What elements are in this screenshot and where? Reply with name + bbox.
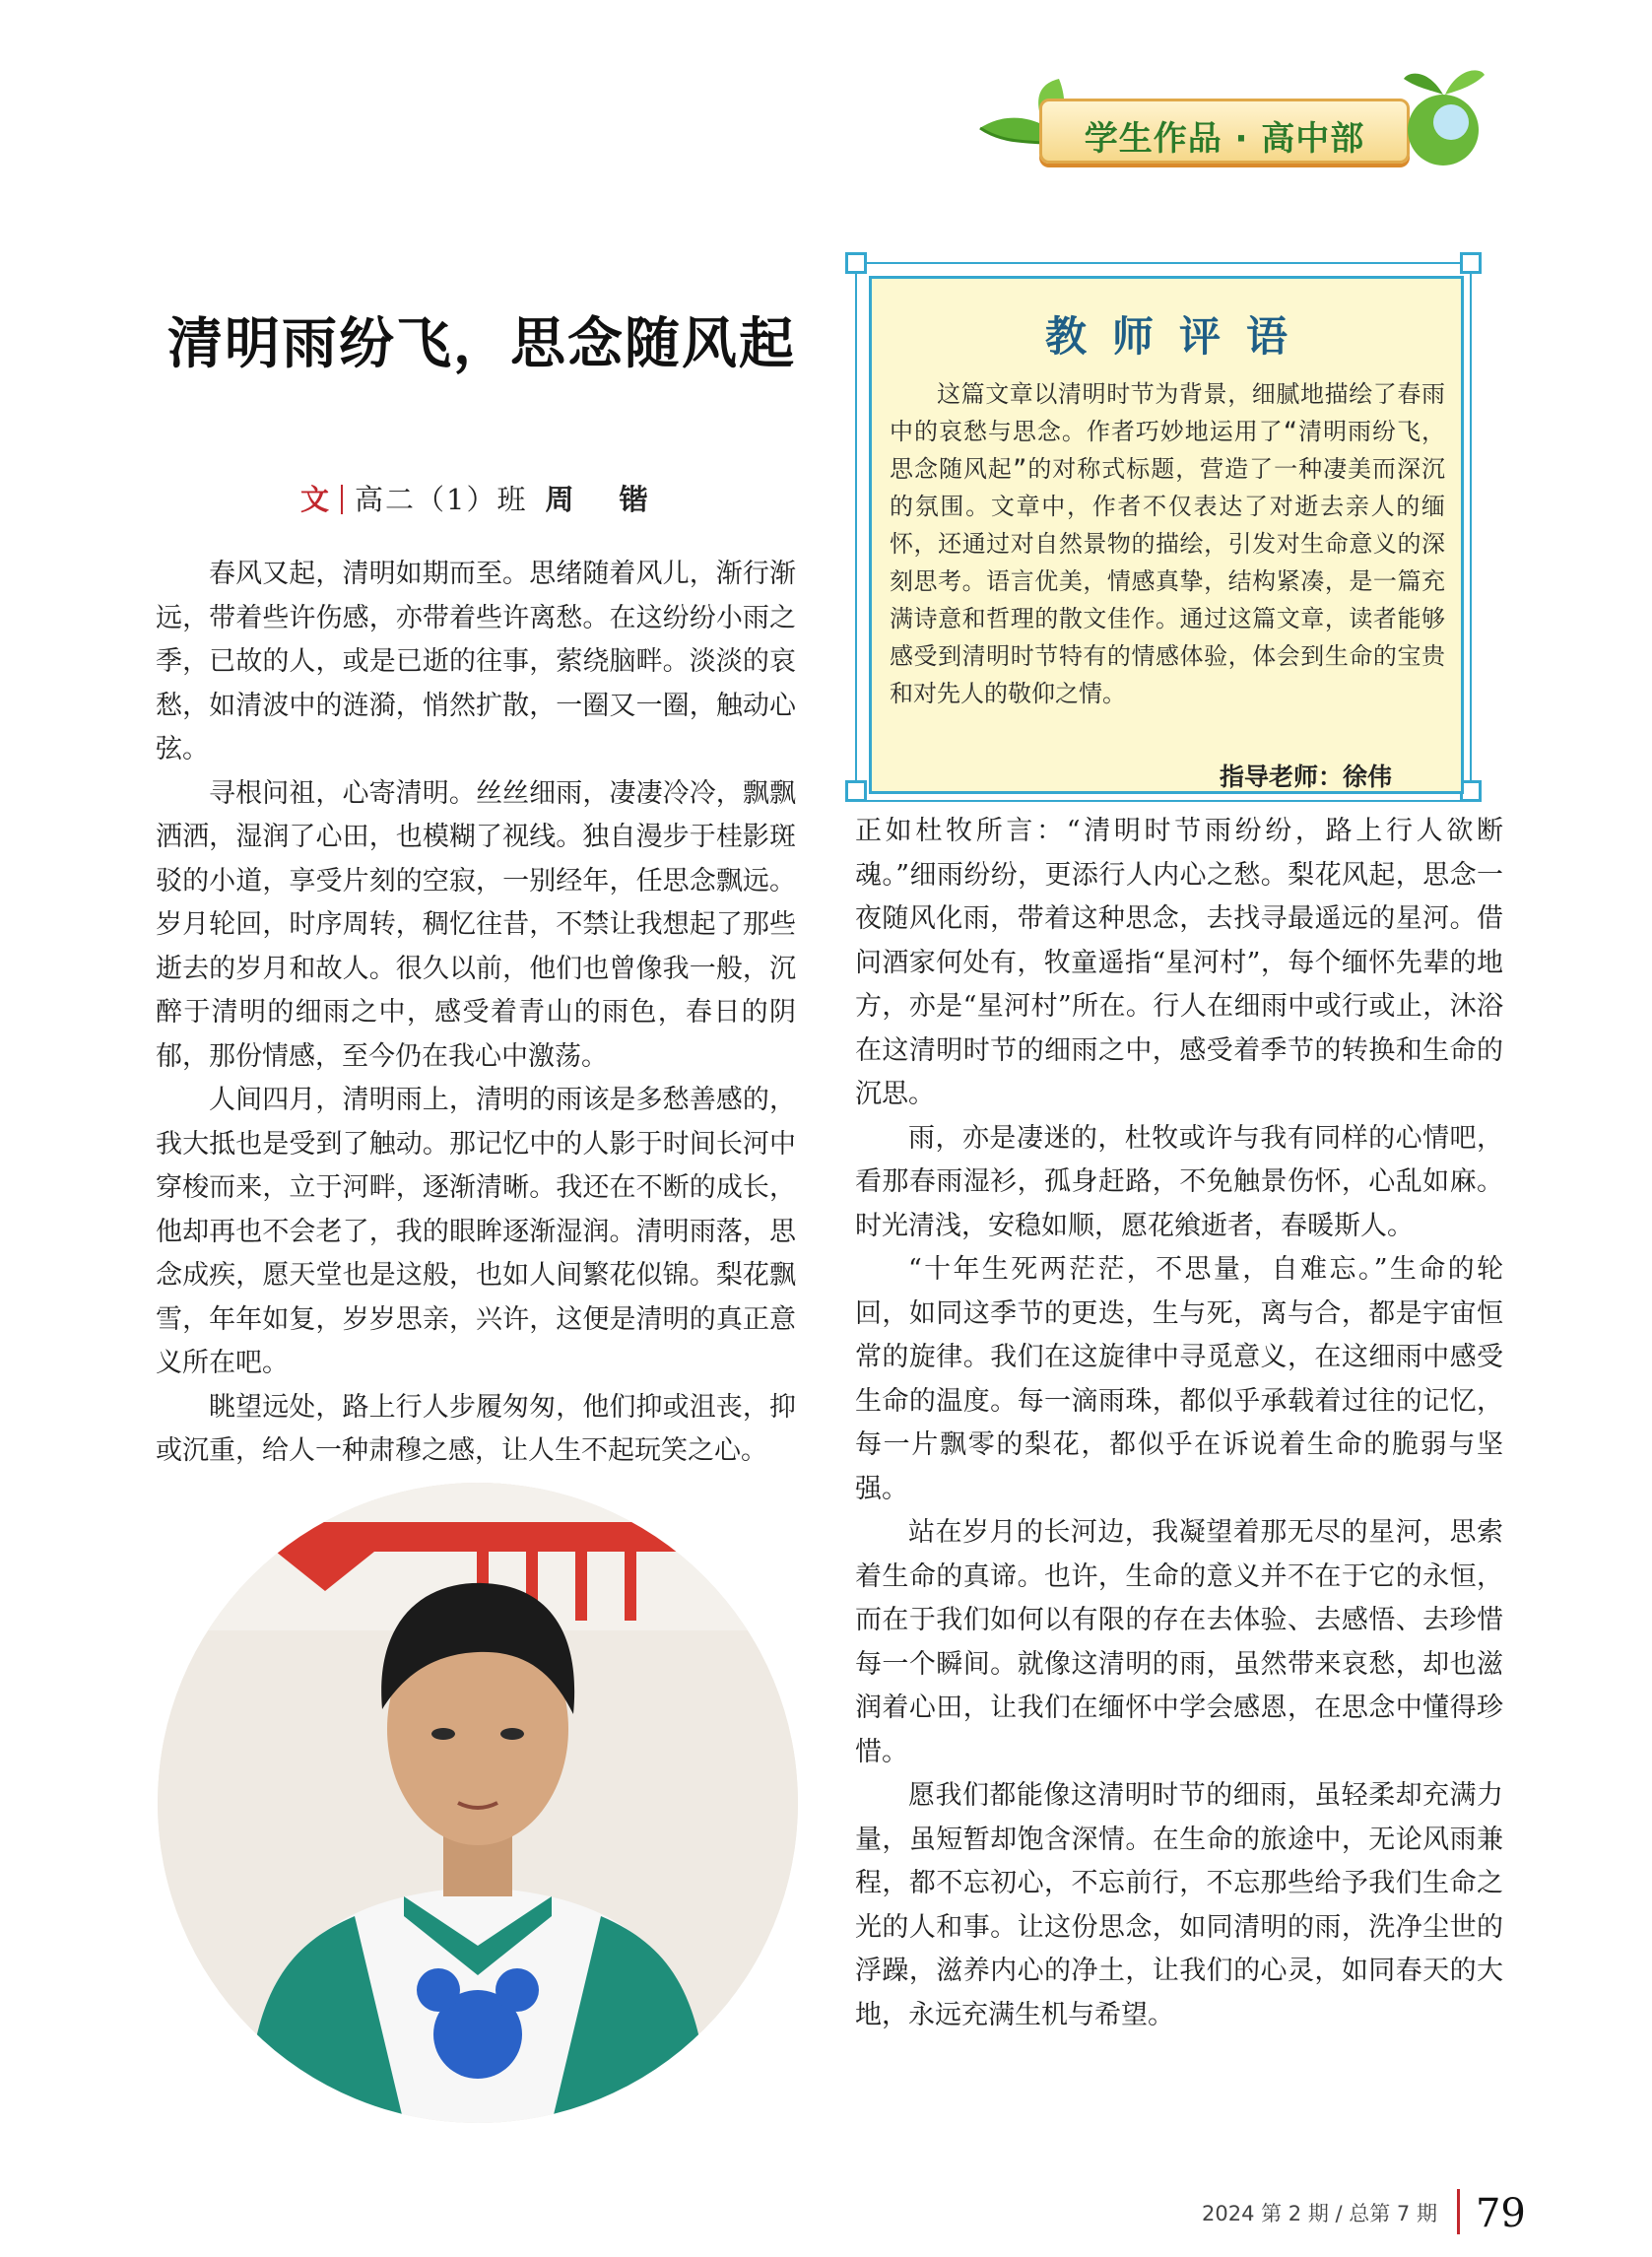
frame-corner — [845, 252, 867, 274]
teacher-comment-body: 这篇文章以清明时节为背景，细腻地描绘了春雨中的哀愁与思念。作者巧妙地运用了“清明雨纷飞，思念随风起”的对称式标题，营造了一种凄美而深沉的氛围。文章中，作者不仅表达了对逝去亲人的缅怀，还通过对自然景物的描绘，引发对生命意义的深刻思考。语言优美，情感真挚，结构紧凑，是一篇充满诗意和哲理的散文佳作。通过这篇文章，读者能够感受到清明时节特有的情感体验，体会到生命的宝贵和对先人的敬仰之情。 — [890, 380, 1445, 707]
student-portrait-icon — [158, 1483, 798, 2123]
frame-corner — [1460, 252, 1482, 274]
paragraph: 雨，亦是凄迷的，杜牧或许与我有同样的心情吧，看那春雨湿衫，孤身赶路，不免触景伤怀，心乱如麻。时光清浅，安稳如顺，愿花飨逝者，春暖斯人。 — [855, 1122, 1503, 1241]
frame-corner — [845, 780, 867, 802]
byline-divider — [341, 485, 343, 514]
teacher-comment-title: 教师评语 — [1044, 312, 1313, 361]
right-column — [855, 810, 1503, 2037]
paragraph: 人间四月，清明雨上，清明的雨该是多愁善感的，我大抵也是受到了触动。那记忆中的人影于时间长河中穿梭而来，立于河畔，逐渐清晰。我还在不断的成长，他却再也不会老了，我的眼眸逐渐湿润。清明雨落，思念成疾，愿天堂也是这般，也如人间繁花似锦。梨花飘雪，年年如复，岁岁思亲，兴许，这便是清明的真正意义所在吧。 — [156, 1085, 796, 1378]
paragraph: “十年生死两茫茫，不思量，自难忘。”生命的轮回，如同这季节的更迭，生与死，离与合，都是宇宙恒常的旋律。我们在这旋律中寻觅意义，在这细雨中感受生命的温度。每一滴雨珠，都似乎承载着过往的记忆，每一片飘零的梨花，都似乎在诉说着生命的脆弱与坚强。 — [855, 1254, 1503, 1504]
paragraph: 站在岁月的长河边，我凝望着那无尽的星河，思索着生命的真谛。也许，生命的意义并不在于它的永恒，而在于我们如何以有限的存在去体验、去感悟、去珍惜每一个瞬间。就像这清明的雨，虽然带来哀愁，却也滋润着心田，让我们在缅怀中学会感恩，在思念中懂得珍惜。 — [855, 1517, 1503, 1767]
banner-plate — [1039, 99, 1410, 164]
issue-info: 2024 第 2 期 / 总第 7 期 — [1202, 2202, 1437, 2225]
footer-divider — [1457, 2189, 1460, 2234]
paragraph: 眺望远处，路上行人步履匆匆，他们抑或沮丧，抑或沉重，给人一种肃穆之感，让人生不起玩笑之心。 — [156, 1391, 796, 1466]
byline-author: 周 锴 — [545, 483, 666, 516]
byline-tag: 文 — [300, 483, 330, 516]
byline-class: 高二（1）班 — [355, 483, 528, 516]
paragraph: 寻根问祖，心寄清明。丝丝细雨，凄凄冷冷，飘飘洒洒，湿润了心田，也模糊了视线。独自漫步于桂影斑驳的小道，享受片刻的空寂，一别经年，任思念飘远。岁月轮回，时序周转，稠忆往昔，不禁让我想起了那些逝去的岁月和故人。很久以前，他们也曾像我一般，沉醉于清明的细雨之中，感受着青山的雨色，春日的阴郁，那份情感，至今仍在我心中激荡。 — [156, 777, 796, 1072]
paragraph: 正如杜牧所言：“清明时节雨纷纷，路上行人欲断魂。”细雨纷纷，更添行人内心之愁。梨花风起，思念一夜随风化雨，带着这种思念，去找寻最遥远的星河。借问酒家何处有，牧童遥指“星河村”，每个缅怀先辈的地方，亦是“星河村”所在。行人在细雨中或行或止，沐浴在这清明时节的细雨之中，感受着季节的转换和生命的沉思。 — [855, 816, 1503, 1109]
page-number: 79 — [1475, 2191, 1526, 2236]
section-banner — [970, 59, 1492, 187]
page-footer — [1202, 2189, 1526, 2236]
teacher-signature: 指导老师：徐伟 — [1219, 763, 1392, 791]
byline — [300, 478, 666, 518]
section-label: 学生作品 · 高中部 — [1084, 119, 1365, 159]
paragraph: 春风又起，清明如期而至。思绪随着风儿，渐行渐远，带着些许伤感，亦带着些许离愁。在这纷纷小雨之季，已故的人，或是已逝的往事，萦绕脑畔。淡淡的哀愁，如清波中的涟漪，悄然扩散，一圈又一圈，触动心弦。 — [156, 559, 796, 764]
teacher-comment-box — [869, 276, 1464, 794]
left-column — [156, 553, 796, 1474]
globe-sprout-icon — [1394, 59, 1492, 177]
paragraph: 愿我们都能像这清明时节的细雨，虽轻柔却充满力量，虽短暂却饱含深情。在生命的旅途中，无论风雨兼程，都不忘初心，不忘前行，不忘那些给予我们生命之光的人和事。让这份思念，如同清明的雨，洗净尘世的浮躁，滋养内心的净土，让我们的心灵，如同春天的大地，永远充满生机与希望。 — [855, 1780, 1503, 2030]
student-photo — [158, 1483, 798, 2123]
article-title: 清明雨纷飞，思念随风起 — [167, 312, 796, 376]
